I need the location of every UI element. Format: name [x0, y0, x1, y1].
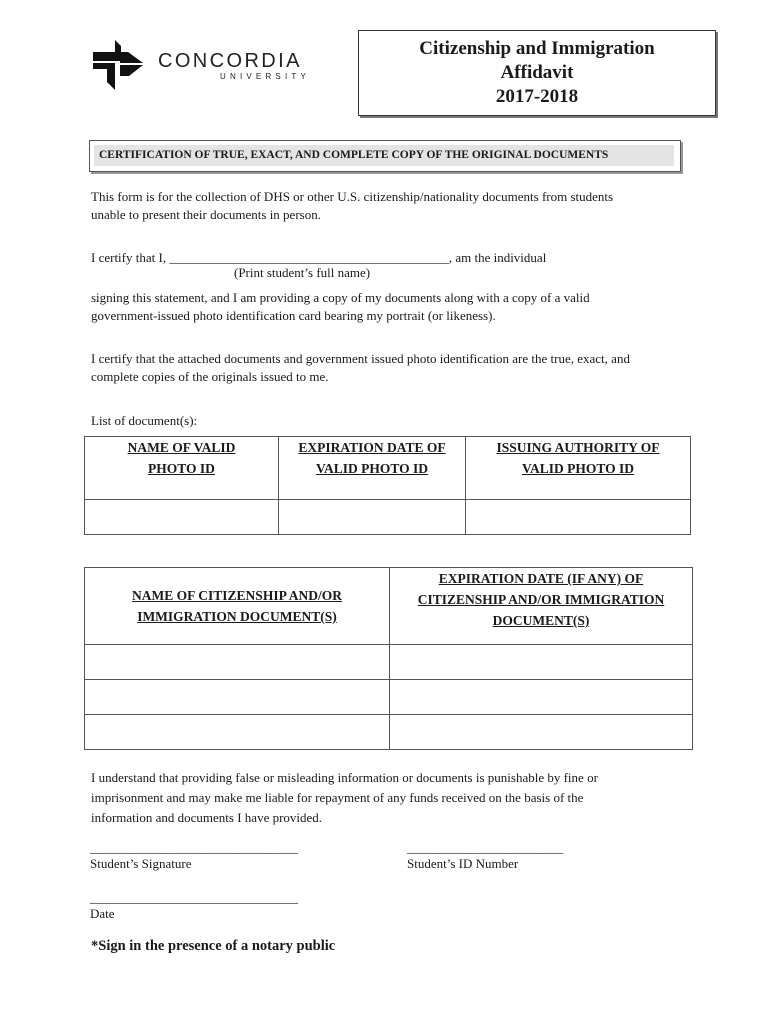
table-row [85, 645, 693, 680]
warning-line: imprisonment and may make me liable for repayment of any funds received on the basis of the [91, 790, 584, 805]
form-year: 2017-2018 [495, 86, 579, 107]
document-name-cell[interactable] [85, 715, 390, 750]
document-expiration-cell[interactable] [390, 715, 693, 750]
date-block [90, 890, 298, 922]
statement-line: signing this statement, and I am providing a copy of my documents along with a copy of a valid [91, 290, 590, 305]
certification-heading-box [89, 140, 681, 172]
column-header-document-name: NAME OF CITIZENSHIP AND/OR IMMIGRATION DOCUMENT(S) [85, 568, 390, 645]
notary-note: *Sign in the presence of a notary public [91, 938, 336, 954]
signature-label: Student’s Signature [90, 856, 192, 871]
warning-line: information and documents I have provided. [91, 810, 323, 825]
form-title-line: Citizenship and Immigration [419, 38, 655, 59]
table-row [85, 715, 693, 750]
logo-subtitle: UNIVERSITY [220, 72, 311, 81]
intro-line: unable to present their documents in person. [91, 207, 321, 222]
column-header-name: NAME OF VALID PHOTO ID [85, 437, 279, 500]
cross-emblem-icon [93, 40, 157, 90]
statement-line: government-issued photo identification card bearing my portrait (or likeness). [91, 308, 496, 323]
warning-paragraph [91, 768, 671, 828]
student-id-line[interactable]: ________________________ [407, 840, 563, 855]
table-row [85, 680, 693, 715]
student-name-line[interactable]: I certify that I, ___________________________________________, am the individual [91, 250, 547, 265]
certify-documents-paragraph [91, 350, 671, 386]
student-id-block [407, 840, 563, 872]
photo-id-table [84, 436, 691, 535]
form-title-box [358, 30, 716, 116]
form-title-line: Affidavit [500, 62, 574, 83]
citizenship-documents-table [84, 567, 693, 750]
photo-id-authority-cell[interactable] [466, 500, 691, 535]
document-expiration-cell[interactable] [390, 645, 693, 680]
list-label: List of document(s): [91, 413, 198, 428]
column-header-document-expiration: EXPIRATION DATE (IF ANY) OF CITIZENSHIP AND/OR IMMIGRATION DOCUMENT(S) [390, 568, 693, 645]
table-header-row [85, 568, 693, 645]
column-header-authority: ISSUING AUTHORITY OF VALID PHOTO ID [466, 437, 691, 500]
table-row [85, 500, 691, 535]
student-id-label: Student’s ID Number [407, 856, 519, 871]
signature-block [90, 840, 298, 872]
warning-line: I understand that providing false or misleading information or documents is punishable by fine or [91, 770, 598, 785]
logo-wordmark: CONCORDIA [158, 50, 302, 72]
photo-id-expiration-cell[interactable] [279, 500, 466, 535]
document-name-cell[interactable] [85, 680, 390, 715]
signature-line[interactable]: ________________________________ [90, 840, 298, 855]
intro-line: This form is for the collection of DHS or other U.S. citizenship/nationality documents from students [91, 189, 614, 204]
date-label: Date [90, 906, 115, 921]
document-name-cell[interactable] [85, 645, 390, 680]
print-name-note: (Print student’s full name) [234, 265, 371, 280]
table-header-row [85, 437, 691, 500]
certify-line: I certify that the attached documents and government issued photo identification are the true, exact, and [91, 351, 630, 366]
photo-id-name-cell[interactable] [85, 500, 279, 535]
column-header-expiration: EXPIRATION DATE OF VALID PHOTO ID [279, 437, 466, 500]
date-line[interactable]: ________________________________ [90, 890, 298, 905]
certification-heading: CERTIFICATION OF TRUE, EXACT, AND COMPLETE COPY OF THE ORIGINAL DOCUMENTS [94, 145, 674, 166]
intro-paragraph [91, 188, 671, 224]
statement-paragraph [91, 289, 671, 325]
certify-line: complete copies of the originals issued to me. [91, 369, 329, 384]
document-expiration-cell[interactable] [390, 680, 693, 715]
